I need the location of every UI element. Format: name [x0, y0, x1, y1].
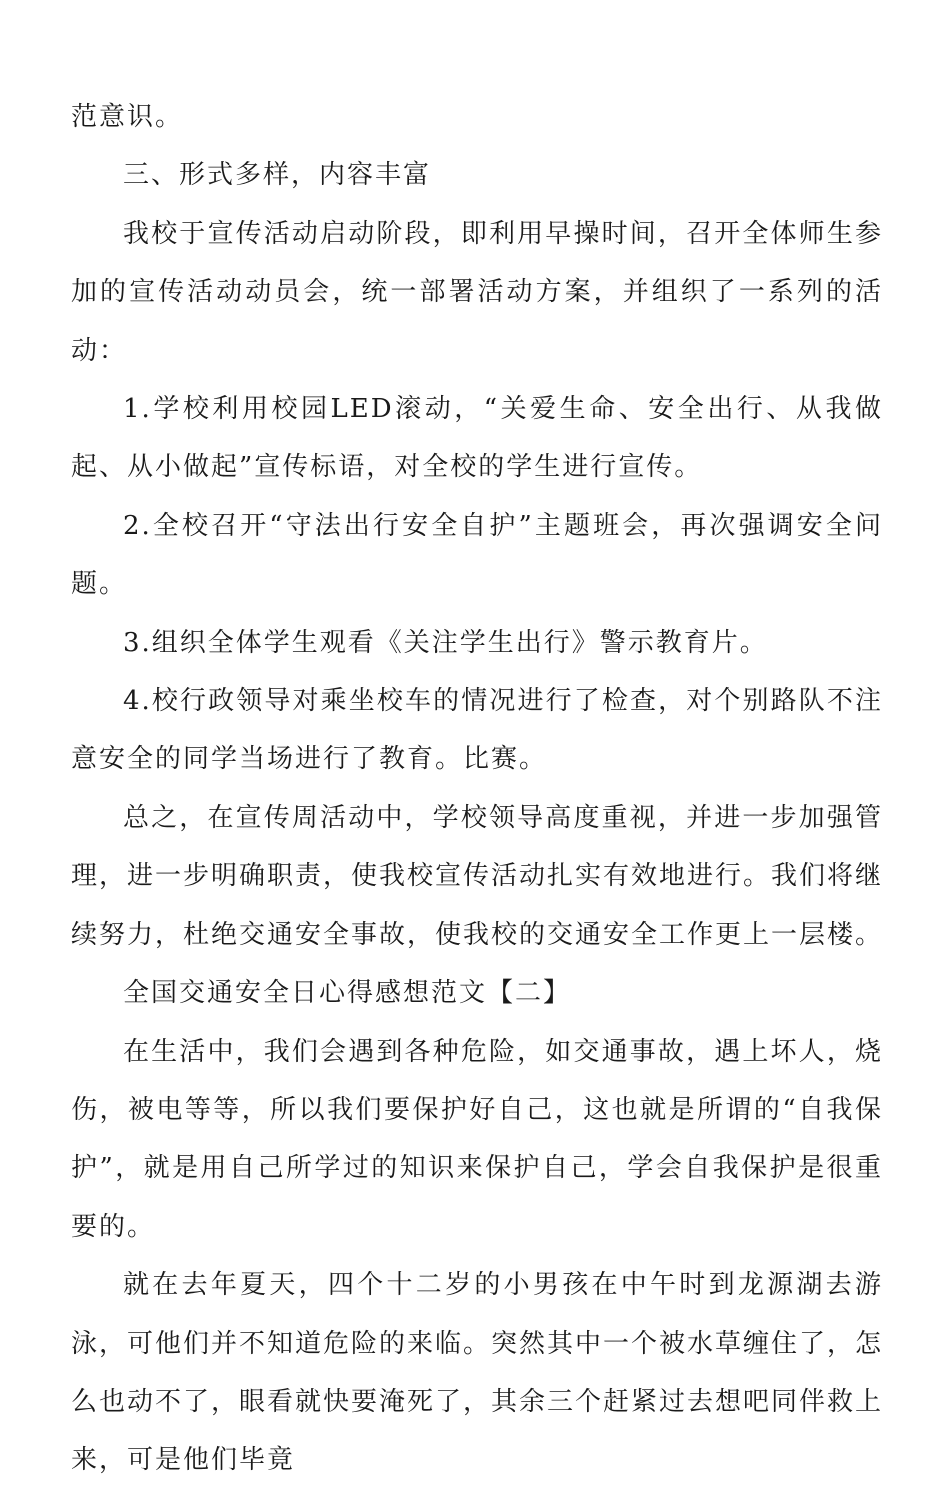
paragraph-continuation: 范意识。 — [71, 102, 184, 132]
paragraph-body-2: 就在去年夏天，四个十二岁的小男孩在中午时到龙源湖去游泳，可他们并不知道危险的来临。突然其中一个被水草缠住了，怎么也动不了，眼看就快要淹死了，其余三个赶紧过去想吧同伴救上来，可是他们毕竟 — [71, 1270, 884, 1476]
paragraph-intro: 我校于宣传活动启动阶段，即利用早操时间，召开全体师生参加的宣传活动动员会，统一部署活动方案，并组织了一系列的活动： — [71, 218, 883, 366]
list-item-2: 2.全校召开“守法出行安全自护”主题班会，再次强调安全问题。 — [71, 510, 883, 600]
list-item-4: 4.校行政领导对乘坐校车的情况进行了检查，对个别路队不注意安全的同学当场进行了教育。比赛。 — [71, 686, 883, 775]
list-item-3: 3.组织全体学生观看《关注学生出行》警示教育片。 — [123, 627, 768, 658]
list-item-1: 1.学校利用校园LED滚动，“关爱生命、安全出行、从我做起、从小做起”宣传标语，对全校的学生进行宣传。 — [71, 394, 883, 483]
essay-title: 全国交通安全日心得感想范文【二】 — [123, 978, 572, 1009]
section-heading: 三、形式多样，内容丰富 — [123, 160, 432, 191]
paragraph-body-1: 在生活中，我们会遇到各种危险，如交通事故，遇上坏人，烧伤，被电等等，所以我们要保护好自己，这也就是所谓的“自我保护”，就是用自己所学过的知识来保护自己，学会自我保护是很重要的。 — [71, 1036, 883, 1242]
document-body — [71, 88, 883, 1490]
paragraph-summary: 总之，在宣传周活动中，学校领导高度重视，并进一步加强管理，进一步明确职责，使我校宣传活动扎实有效地进行。我们将继续努力，杜绝交通安全事故，使我校的交通安全工作更上一层楼。 — [71, 802, 884, 950]
